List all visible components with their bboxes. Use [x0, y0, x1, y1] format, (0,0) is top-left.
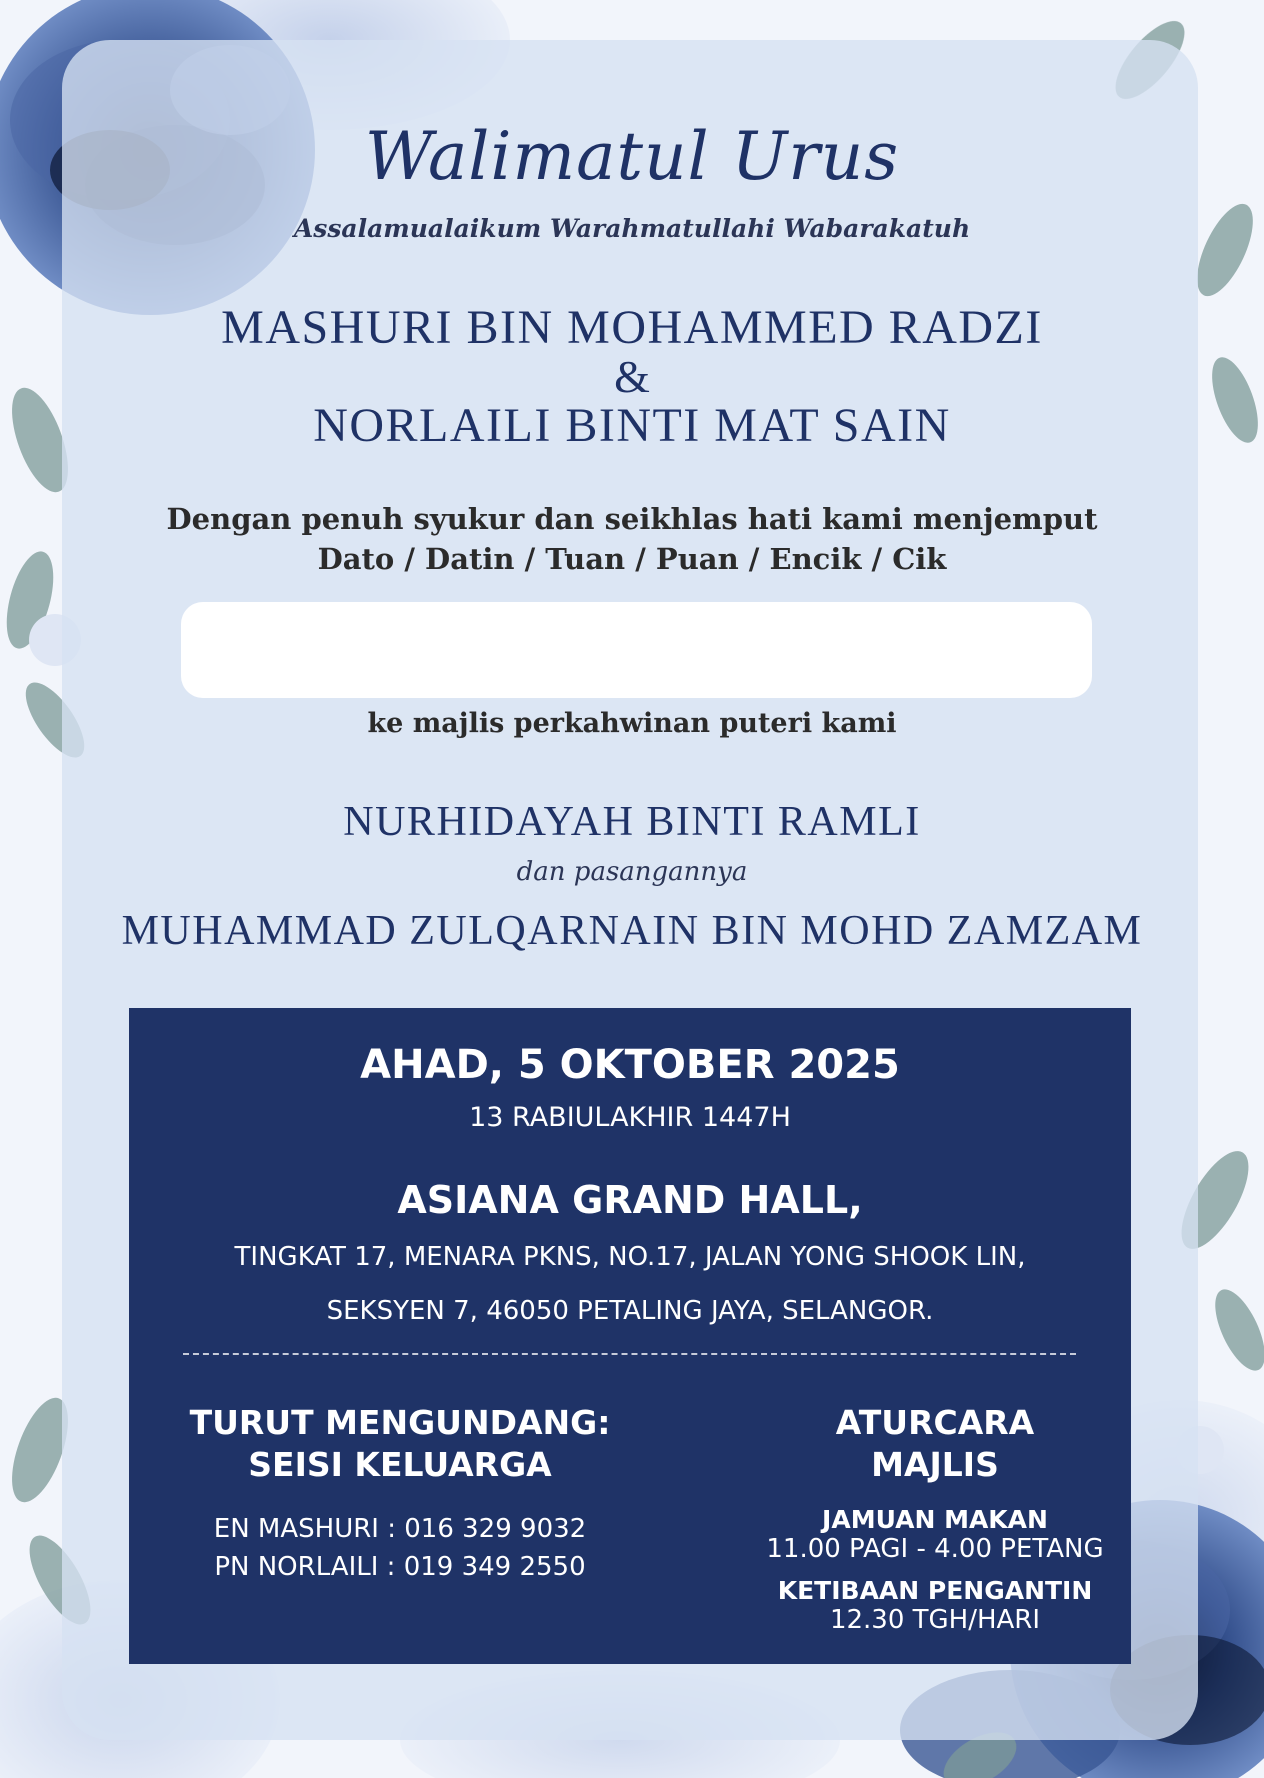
couple-connector: dan pasangannya: [516, 857, 748, 887]
schedule-item-title: JAMUAN MAKAN: [822, 1505, 1048, 1534]
host-father: MASHURI BIN MOHAMMED RADZI: [221, 301, 1043, 354]
host-ampersand: &: [614, 351, 650, 402]
host-mother: NORLAILI BINTI MAT SAIN: [313, 399, 951, 452]
event-venue: ASIANA GRAND HALL,: [397, 1178, 863, 1222]
groom-name: MUHAMMAD ZULQARNAIN BIN MOHD ZAMZAM: [121, 908, 1143, 954]
event-date: AHAD, 5 OKTOBER 2025: [360, 1042, 900, 1088]
event-address-line-2: SEKSYEN 7, 46050 PETALING JAYA, SELANGOR.: [326, 1296, 934, 1326]
schedule-item-time: 12.30 TGH/HARI: [829, 1605, 1041, 1635]
contacts-heading-2: SEISI KELUARGA: [248, 1445, 552, 1484]
greeting: Assalamualaikum Warahmatullahi Wabarakatuh: [293, 214, 971, 243]
schedule-item-title: KETIBAAN PENGANTIN: [777, 1576, 1093, 1605]
invite-line-1: Dengan penuh syukur dan seikhlas hati kami menjemput: [166, 502, 1098, 536]
schedule-heading-1: ATURCARA: [835, 1403, 1035, 1442]
schedule-item-time: 11.00 PAGI - 4.00 PETANG: [766, 1534, 1104, 1564]
divider: [183, 1353, 1076, 1355]
contacts-heading-1: TURUT MENGUNDANG:: [189, 1403, 611, 1442]
event-address-line-1: TINGKAT 17, MENARA PKNS, NO.17, JALAN YONG SHOOK LIN,: [234, 1242, 1026, 1272]
title: Walimatul Urus: [364, 118, 900, 195]
event-hijri-date: 13 RABIULAKHIR 1447H: [469, 1102, 791, 1133]
guest-name-box: [181, 602, 1092, 698]
contact-item: PN NORLAILI : 019 349 2550: [214, 1552, 586, 1582]
invite-line-3: ke majlis perkahwinan puteri kami: [367, 708, 897, 739]
bride-name: NURHIDAYAH BINTI RAMLI: [343, 799, 921, 845]
invite-line-2: Dato / Datin / Tuan / Puan / Encik / Cik: [317, 542, 947, 576]
contact-item: EN MASHURI : 016 329 9032: [213, 1514, 587, 1544]
schedule-heading-2: MAJLIS: [871, 1445, 999, 1484]
